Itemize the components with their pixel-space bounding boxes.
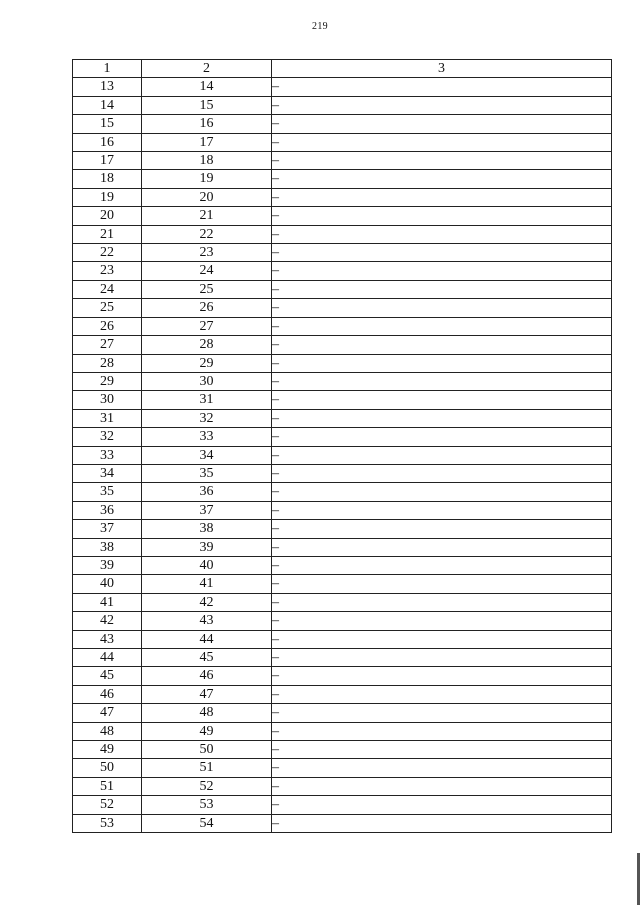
table-cell-col3: – [272,722,612,740]
table-row [73,115,612,133]
table-cell-col1: 13 [73,78,142,96]
table-cell-col3: – [272,520,612,538]
table-cell-col2: 50 [142,741,272,759]
table-cell-col1: 17 [73,152,142,170]
table-cell-col2: 38 [142,520,272,538]
table-row [73,188,612,206]
table-cell-col2: 46 [142,667,272,685]
table-cell-col2: 27 [142,317,272,335]
data-table [72,59,612,833]
table-cell-col3: – [272,262,612,280]
table-cell-col3: – [272,244,612,262]
table-row [73,170,612,188]
table-row [73,796,612,814]
table-cell-col2: 28 [142,336,272,354]
table-cell-col1: 45 [73,667,142,685]
table-cell-col3: – [272,354,612,372]
table-cell-col2: 31 [142,391,272,409]
table-cell-col2: 35 [142,464,272,482]
table-cell-col3: – [272,115,612,133]
table-cell-col2: 49 [142,722,272,740]
table-row [73,593,612,611]
table-cell-col1: 43 [73,630,142,648]
table-row [73,299,612,317]
table-row [73,464,612,482]
table-cell-col1: 37 [73,520,142,538]
table-cell-col3: – [272,133,612,151]
table-cell-col2: 25 [142,280,272,298]
table-cell-col2: 44 [142,630,272,648]
table-row [73,244,612,262]
table-cell-col3: – [272,649,612,667]
table-cell-col1: 52 [73,796,142,814]
table-cell-col3: – [272,741,612,759]
table-cell-col2: 26 [142,299,272,317]
table-cell-col1: 31 [73,409,142,427]
table-cell-col1: 29 [73,372,142,390]
table-cell-col3: – [272,336,612,354]
table-row [73,759,612,777]
table-cell-col2: 45 [142,649,272,667]
table-cell-col3: – [272,538,612,556]
table-cell-col3: – [272,170,612,188]
table-cell-col2: 22 [142,225,272,243]
table-cell-col3: – [272,409,612,427]
table-row [73,133,612,151]
table-cell-col3: – [272,483,612,501]
table-cell-col2: 41 [142,575,272,593]
table-row [73,777,612,795]
table-cell-col1: 24 [73,280,142,298]
table-cell-col1: 46 [73,685,142,703]
table-cell-col3: – [272,428,612,446]
table-cell-col3: – [272,612,612,630]
table-row [73,483,612,501]
table-cell-col2: 18 [142,152,272,170]
table-cell-col1: 51 [73,777,142,795]
table-cell-col1: 19 [73,188,142,206]
table-row [73,814,612,832]
table-cell-col1: 47 [73,704,142,722]
table-row [73,722,612,740]
table-cell-col1: 36 [73,501,142,519]
table-cell-col2: 47 [142,685,272,703]
table-row [73,741,612,759]
table-cell-col1: 38 [73,538,142,556]
table-cell-col2: 51 [142,759,272,777]
page-number: 219 [312,21,328,32]
table-cell-col2: 24 [142,262,272,280]
table-row [73,667,612,685]
table-header-row [73,60,612,78]
table-cell-col3: – [272,391,612,409]
table-cell-col1: 53 [73,814,142,832]
table-cell-col2: 20 [142,188,272,206]
table-cell-col3: – [272,685,612,703]
table-cell-col1: 34 [73,464,142,482]
table-row [73,685,612,703]
table-row [73,704,612,722]
table-cell-col1: 15 [73,115,142,133]
table-cell-col1: 27 [73,336,142,354]
table-row [73,446,612,464]
table-cell-col3: – [272,814,612,832]
table-row [73,630,612,648]
table-cell-col2: 30 [142,372,272,390]
table-row [73,391,612,409]
table-cell-col1: 48 [73,722,142,740]
table-cell-col3: – [272,317,612,335]
table-cell-col1: 21 [73,225,142,243]
table-cell-col2: 36 [142,483,272,501]
table-cell-col3: – [272,575,612,593]
table-cell-col1: 18 [73,170,142,188]
column-header-3: 3 [272,60,612,78]
table-cell-col3: – [272,299,612,317]
table-cell-col2: 42 [142,593,272,611]
table-row [73,538,612,556]
table-cell-col1: 16 [73,133,142,151]
table-cell-col1: 30 [73,391,142,409]
table-cell-col2: 17 [142,133,272,151]
table-cell-col2: 16 [142,115,272,133]
table-cell-col1: 28 [73,354,142,372]
table-cell-col3: – [272,464,612,482]
table-cell-col1: 44 [73,649,142,667]
table-cell-col3: – [272,78,612,96]
table-row [73,152,612,170]
table-cell-col2: 43 [142,612,272,630]
table-cell-col3: – [272,280,612,298]
table-cell-col2: 14 [142,78,272,96]
table-cell-col1: 50 [73,759,142,777]
table-row [73,409,612,427]
table-cell-col2: 52 [142,777,272,795]
table-cell-col1: 20 [73,207,142,225]
table-cell-col3: – [272,96,612,114]
table-cell-col1: 40 [73,575,142,593]
table-cell-col3: – [272,372,612,390]
table-row [73,575,612,593]
table-cell-col2: 29 [142,354,272,372]
table-row [73,520,612,538]
table-cell-col1: 32 [73,428,142,446]
table-cell-col3: – [272,225,612,243]
table-row [73,78,612,96]
table-cell-col2: 32 [142,409,272,427]
table-cell-col3: – [272,207,612,225]
column-header-1: 1 [73,60,142,78]
column-header-2: 2 [142,60,272,78]
table-cell-col3: – [272,777,612,795]
table-cell-col2: 40 [142,556,272,574]
table-cell-col1: 42 [73,612,142,630]
table-cell-col1: 35 [73,483,142,501]
table-cell-col1: 22 [73,244,142,262]
table-cell-col2: 54 [142,814,272,832]
table-cell-col1: 23 [73,262,142,280]
table-cell-col2: 21 [142,207,272,225]
table-cell-col1: 33 [73,446,142,464]
table-row [73,96,612,114]
table-cell-col1: 49 [73,741,142,759]
table-cell-col1: 26 [73,317,142,335]
table-row [73,336,612,354]
table-cell-col3: – [272,704,612,722]
table-cell-col2: 48 [142,704,272,722]
table-row [73,501,612,519]
table-cell-col1: 25 [73,299,142,317]
table-cell-col3: – [272,556,612,574]
table-row [73,354,612,372]
table-row [73,280,612,298]
table-cell-col2: 34 [142,446,272,464]
table-cell-col3: – [272,152,612,170]
table-cell-col3: – [272,667,612,685]
table-cell-col3: – [272,446,612,464]
table-cell-col2: 23 [142,244,272,262]
table-cell-col3: – [272,593,612,611]
table-row [73,649,612,667]
table-row [73,225,612,243]
table-cell-col2: 53 [142,796,272,814]
table-row [73,372,612,390]
table-cell-col1: 41 [73,593,142,611]
table-row [73,262,612,280]
table-cell-col3: – [272,501,612,519]
table-cell-col3: – [272,796,612,814]
table-cell-col3: – [272,759,612,777]
table-row [73,556,612,574]
table-row [73,317,612,335]
table-cell-col2: 37 [142,501,272,519]
table-cell-col2: 33 [142,428,272,446]
table-row [73,612,612,630]
table-cell-col3: – [272,630,612,648]
table-row [73,207,612,225]
table-cell-col2: 19 [142,170,272,188]
table-cell-col2: 15 [142,96,272,114]
table-cell-col1: 14 [73,96,142,114]
table-cell-col2: 39 [142,538,272,556]
table-row [73,428,612,446]
table-cell-col1: 39 [73,556,142,574]
table-cell-col3: – [272,188,612,206]
